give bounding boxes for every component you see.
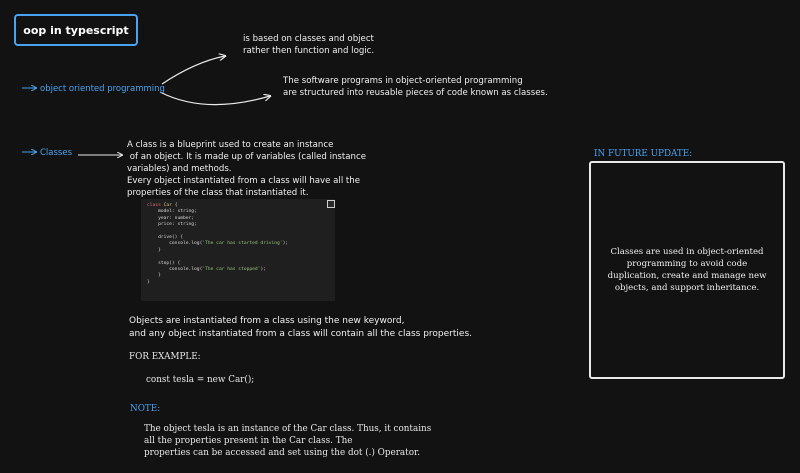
page-title: oop in typescript [23,23,129,37]
class-description: A class is a blueprint used to create an instance of an object. It is made up of variables (called instance variables) and methods. Every object instantiated from a class will have all the properties of the class that instantiated it. [127,140,367,198]
example-code: const tesla = new Car(); [146,375,255,385]
classes-label: Classes [40,148,73,158]
future-update-box [589,161,785,379]
arrow-to-note1 [162,56,225,84]
note-text: The object tesla is an instance of the Car class. Thus, it contains all the properties present in the Car class. The properties can be accessed and set using the dot (.) Operator. [144,424,432,458]
instantiation-text: Objects are instantiated from a class using the new keyword, and any object instantiated from a class will contain all the class properties. [129,316,472,339]
note-heading: NOTE: [130,404,161,414]
oop-note-1: is based on classes and object rather then function and logic. [243,34,375,56]
copy-icon[interactable] [327,200,335,208]
future-heading: IN FUTURE UPDATE: [594,149,693,159]
oop-label: object oriented programming [40,84,165,94]
future-text: Classes are used in object-oriented programming to avoid code duplication, create and manage new objects, and support inheritance. [607,247,767,293]
example-heading: FOR EXAMPLE: [129,352,201,362]
oop-note-2: The software programs in object-oriented programming are structured into reusable pieces of code known as classes. [283,76,548,98]
code-snippet: class Car { model: string; year: number; price: string; drive() { console.log('The car has started driving'); } stop() { console.log('The car has stopped'); } } [141,199,335,301]
page-title-box [14,14,138,46]
arrow-to-note2 [160,92,270,105]
